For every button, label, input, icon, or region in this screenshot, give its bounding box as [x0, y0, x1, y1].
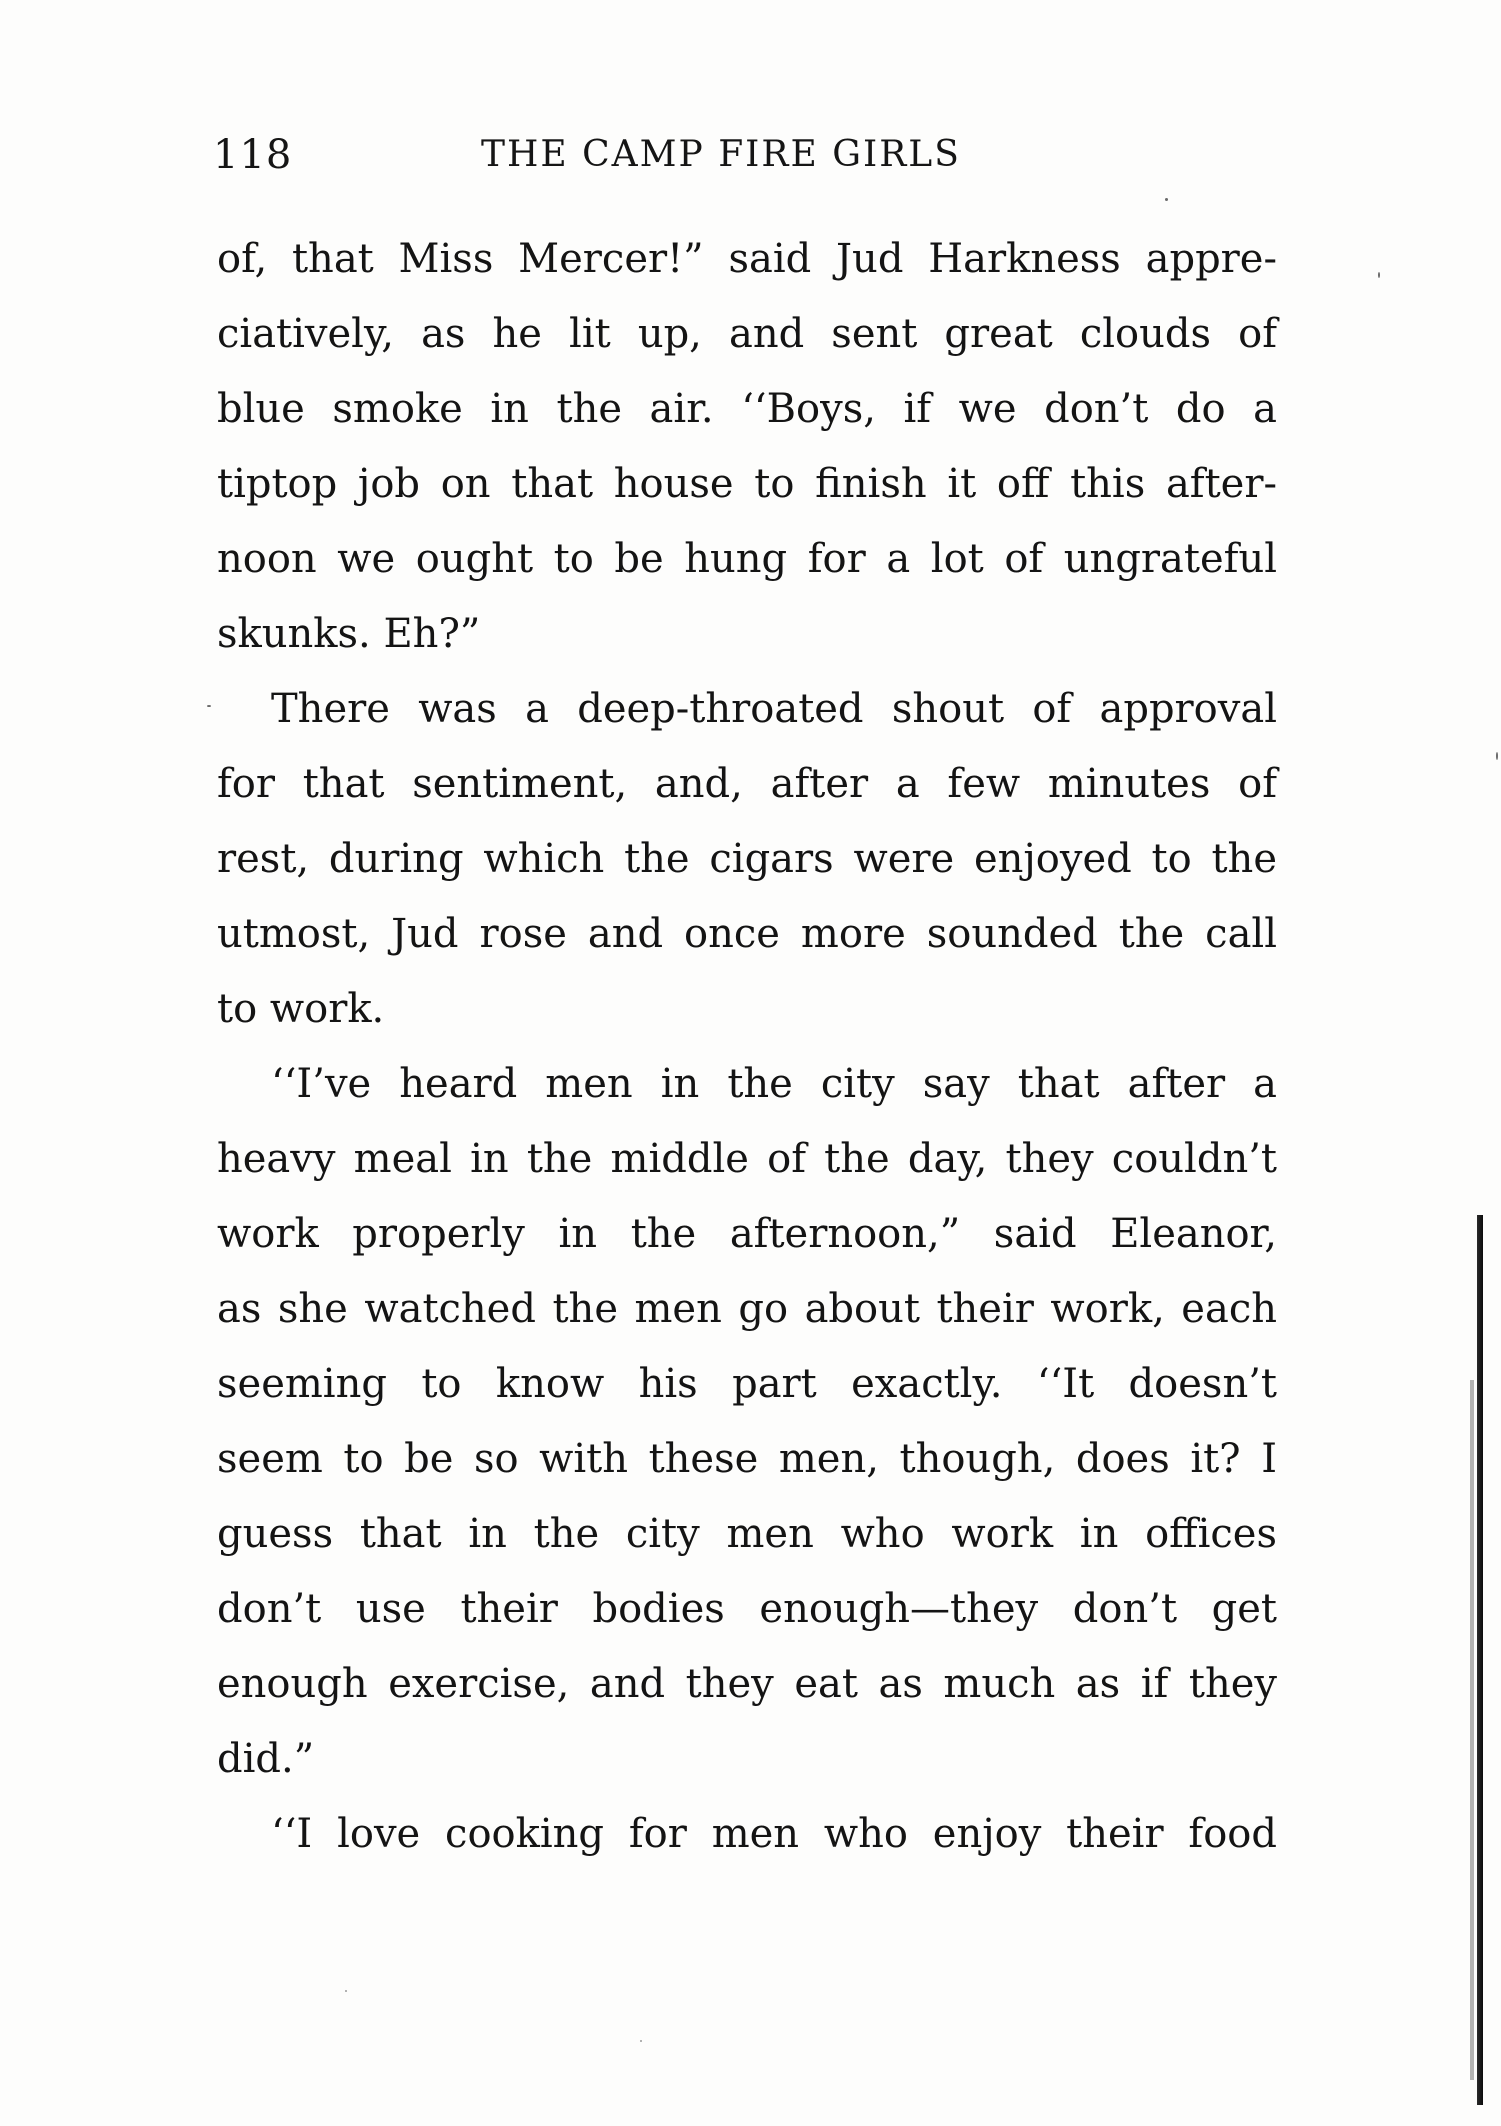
body-text: [217, 222, 1277, 1872]
text-line: enough exercise, and they eat as much as if they: [217, 1661, 1277, 1707]
text-line: tiptop job on that house to finish it off this after-: [217, 461, 1277, 507]
ink-speck: [1165, 198, 1168, 201]
text-line: noon we ought to be hung for a lot of ungrateful: [217, 536, 1277, 582]
text-line: did.”: [217, 1736, 315, 1782]
text-line: utmost, Jud rose and once more sounded the call: [217, 911, 1277, 957]
running-title: THE CAMP FIRE GIRLS: [481, 134, 961, 175]
text-line: to work.: [217, 986, 385, 1032]
text-line: heavy meal in the middle of the day, they couldn’t: [217, 1136, 1277, 1182]
text-line: seeming to know his part exactly. ‘‘It doesn’t: [217, 1361, 1277, 1407]
page-number: 118: [213, 132, 293, 178]
text-line: as she watched the men go about their work, each: [217, 1286, 1277, 1332]
text-line: work properly in the afternoon,” said Eleanor,: [217, 1211, 1277, 1257]
ink-speck: [640, 2040, 642, 2042]
text-line: rest, during which the cigars were enjoyed to the: [217, 836, 1277, 882]
text-line: guess that in the city men who work in offices: [217, 1511, 1277, 1557]
ink-speck: [207, 705, 211, 707]
text-line: of, that Miss Mercer!” said Jud Harkness appre-: [217, 236, 1277, 282]
ink-speck: [1378, 272, 1380, 278]
page-edge-shadow-soft: [1470, 1380, 1474, 2080]
running-head: [213, 132, 1278, 192]
text-line: don’t use their bodies enough—they don’t get: [217, 1586, 1277, 1632]
text-line: skunks. Eh?”: [217, 611, 481, 657]
text-line: There was a deep-throated shout of approval: [271, 686, 1277, 732]
text-line: blue smoke in the air. ‘‘Boys, if we don’t do a: [217, 386, 1277, 432]
text-line: seem to be so with these men, though, does it? I: [217, 1436, 1277, 1482]
text-line: ‘‘I’ve heard men in the city say that after a: [271, 1061, 1277, 1107]
text-line: ‘‘I love cooking for men who enjoy their food: [271, 1811, 1277, 1857]
text-line: ciatively, as he lit up, and sent great clouds of: [217, 311, 1277, 357]
ink-speck: [345, 1990, 347, 1992]
text-line: for that sentiment, and, after a few minutes of: [217, 761, 1277, 807]
ink-speck: [1496, 752, 1498, 760]
page-edge-shadow: [1477, 1215, 1483, 2105]
